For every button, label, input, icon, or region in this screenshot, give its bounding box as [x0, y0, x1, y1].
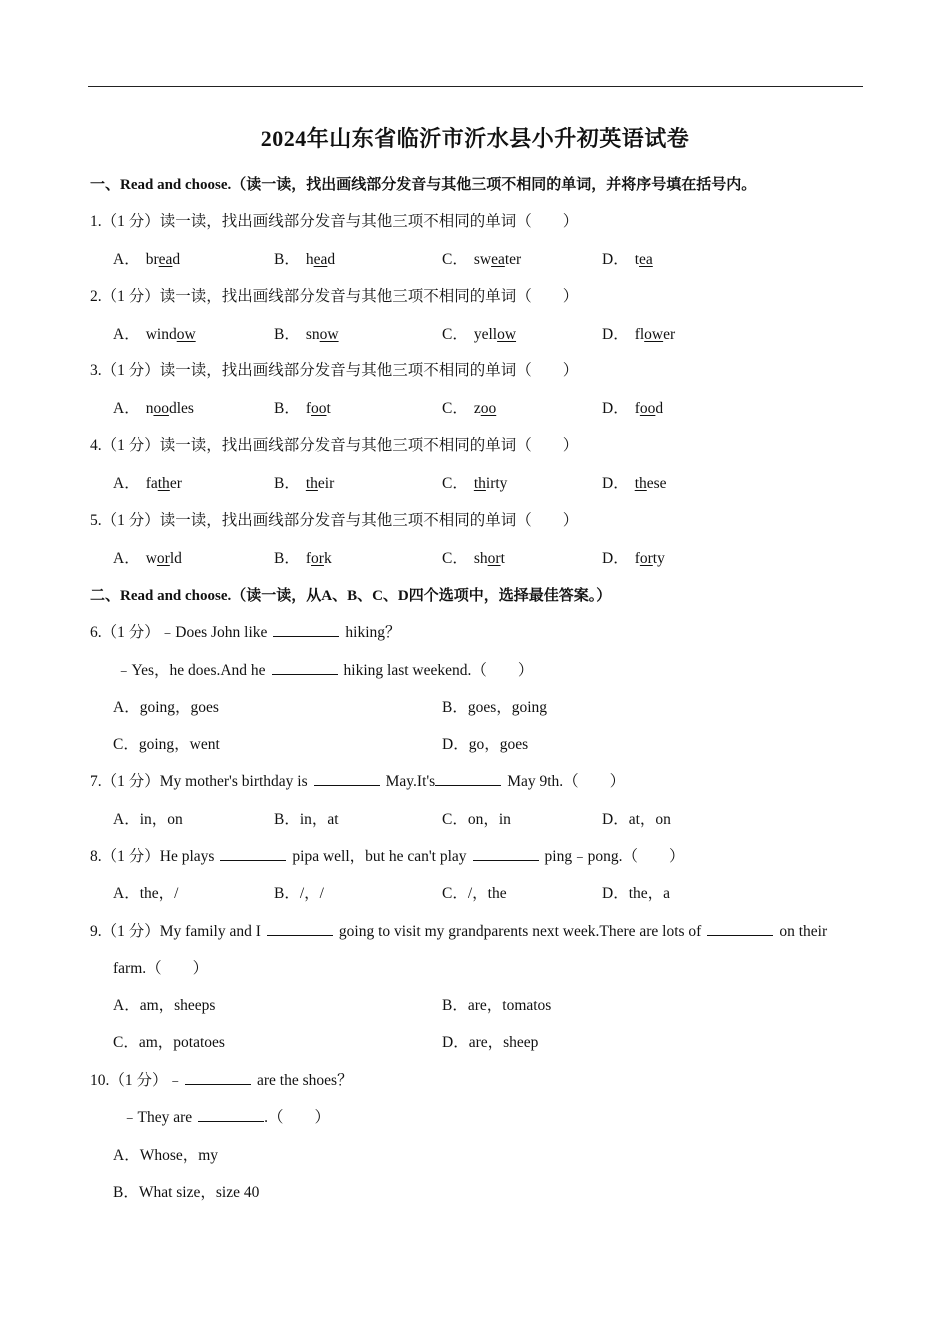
underlined-letters: th: [634, 475, 647, 492]
q6-text-b: hiking？: [345, 624, 401, 641]
q8-option-a: A．the，/: [113, 885, 179, 902]
option-post: er: [169, 475, 182, 492]
underlined-letters: ea: [491, 251, 505, 268]
option-post: ty: [652, 550, 665, 567]
option-post: irty: [485, 475, 508, 492]
option-pre: z: [473, 400, 481, 417]
option-pre: sn: [305, 326, 320, 343]
option-letter: D．: [602, 251, 629, 268]
question-1-stem: 1.（1 分）读一读，找出画线部分发音与其他三项不相同的单词（ ）: [90, 213, 579, 230]
underlined-letters: th: [157, 475, 170, 492]
section-2-heading: 二、Read and choose.（读一读，从A、B、C、D四个选项中，选择最佳答案。）: [90, 588, 612, 604]
option-pre: fa: [145, 475, 158, 492]
question-7: [90, 769, 625, 791]
underlined-letters: oo: [311, 400, 327, 417]
option-letter: C．: [442, 251, 468, 268]
option-pre: yell: [473, 326, 498, 343]
blank: [435, 773, 501, 786]
q1-option-a: [113, 247, 180, 269]
question-3-stem: 3.（1 分）读一读，找出画线部分发音与其他三项不相同的单词（ ）: [90, 362, 579, 379]
underlined-letters: ea: [158, 251, 173, 268]
question-10-line-2: [122, 1105, 330, 1127]
underlined-letters: oo: [480, 400, 497, 417]
question-5-stem: 5.（1 分）读一读，找出画线部分发音与其他三项不相同的单词（ ）: [90, 512, 579, 529]
q8-text-a: 8.（1 分）He plays: [90, 848, 215, 865]
option-post: k: [323, 550, 332, 567]
q1-option-d: [602, 247, 653, 269]
question-9-line-1: [90, 919, 827, 941]
q9-option-d: D．are，sheep: [442, 1034, 539, 1051]
option-post: d: [655, 400, 664, 417]
q7-option-b: B．in，at: [274, 811, 339, 828]
option-letter: B．: [274, 400, 300, 417]
q8-text-b: pipa well，but he can't play: [292, 848, 467, 865]
option-post: ter: [504, 251, 522, 268]
q6-option-d: D．go，goes: [442, 736, 529, 753]
option-letter: C．: [442, 475, 468, 492]
option-pre: h: [305, 251, 314, 268]
blank: [272, 662, 338, 675]
q1-option-b: [274, 247, 335, 269]
q7-option-d: D．at，on: [602, 811, 671, 828]
q4-option-b: [274, 471, 334, 493]
option-letter: D．: [602, 326, 629, 343]
underlined-letters: or: [156, 550, 170, 567]
q10-text-b: are the shoes？: [257, 1072, 353, 1089]
q10-text-d: .（ ）: [264, 1109, 331, 1126]
underlined-letters: ow: [319, 326, 339, 343]
underlined-letters: oo: [639, 400, 656, 417]
option-letter: A．: [113, 475, 140, 492]
q4-option-a: [113, 471, 182, 493]
underlined-letters: th: [473, 475, 486, 492]
option-letter: D．: [602, 475, 629, 492]
question-6-line-1: [90, 620, 401, 642]
option-letter: A．: [113, 400, 140, 417]
option-pre: t: [634, 251, 640, 268]
option-post: ld: [169, 550, 182, 567]
option-post: d: [327, 251, 336, 268]
q7-option-a: A．in，on: [113, 811, 183, 828]
question-10-line-1: [90, 1068, 353, 1090]
q10-text-a: 10.（1 分）﹣: [90, 1072, 184, 1089]
q2-option-a: [113, 322, 196, 344]
q9-text-a: 9.（1 分）My family and I: [90, 923, 261, 940]
q6-option-b: B．goes，going: [442, 699, 548, 716]
question-2-stem: 2.（1 分）读一读，找出画线部分发音与其他三项不相同的单词（ ）: [90, 288, 579, 305]
question-8: [90, 844, 684, 866]
option-letter: B．: [274, 326, 300, 343]
option-post: dles: [168, 400, 194, 417]
q10-text-c: ﹣They are: [122, 1109, 193, 1126]
option-pre: br: [145, 251, 159, 268]
option-post: eir: [317, 475, 335, 492]
q1-option-c: [442, 247, 521, 269]
blank: [198, 1109, 264, 1122]
q8-text-c: ping﹣pong.（ ）: [544, 848, 685, 865]
blank: [473, 848, 539, 861]
option-pre: f: [634, 550, 640, 567]
option-post: t: [326, 400, 331, 417]
option-letter: D．: [602, 400, 629, 417]
q7-option-c: C．on，in: [442, 811, 511, 828]
underlined-letters: or: [311, 550, 324, 567]
q9-option-c: C．am，potatoes: [113, 1034, 225, 1051]
blank: [220, 848, 286, 861]
q5-option-a: [113, 546, 182, 568]
option-letter: A．: [113, 251, 140, 268]
q10-option-b: B．What size，size 40: [113, 1184, 260, 1201]
q6-text-a: 6.（1 分）﹣Does John like: [90, 624, 268, 641]
q2-option-d: [602, 322, 675, 344]
q6-text-d: hiking last weekend.（ ）: [343, 662, 534, 679]
option-pre: f: [305, 400, 312, 417]
q9-text-b: going to visit my grandparents next week.There are lots of: [338, 923, 702, 940]
q5-option-c: [442, 546, 505, 568]
option-post: ese: [646, 475, 667, 492]
underlined-letters: or: [639, 550, 653, 567]
q4-option-d: [602, 471, 667, 493]
q7-text-c: May 9th.（ ）: [507, 773, 626, 790]
underlined-letters: or: [487, 550, 501, 567]
underlined-letters: ow: [176, 326, 196, 343]
q5-option-b: [274, 546, 332, 568]
option-pre: w: [145, 550, 157, 567]
underlined-letters: oo: [153, 400, 169, 417]
q8-option-c: C．/，the: [442, 885, 507, 902]
q3-option-d: [602, 396, 663, 418]
q2-option-c: [442, 322, 516, 344]
q10-option-a: A．Whose，my: [113, 1147, 219, 1164]
option-letter: B．: [274, 550, 300, 567]
section-1-heading: 一、Read and choose.（读一读，找出画线部分发音与其他三项不相同的单词，并将序号填在括号内。: [90, 177, 757, 193]
option-letter: D．: [602, 550, 629, 567]
q3-option-a: [113, 396, 194, 418]
blank: [314, 773, 380, 786]
top-rule: [88, 86, 863, 87]
q8-option-b: B．/，/: [274, 885, 324, 902]
q4-option-c: [442, 471, 507, 493]
blank: [707, 923, 773, 936]
q9-option-a: A．am，sheeps: [113, 997, 216, 1014]
option-letter: A．: [113, 550, 140, 567]
option-letter: A．: [113, 326, 140, 343]
q2-option-b: [274, 322, 339, 344]
option-post: er: [663, 326, 676, 343]
q5-option-d: [602, 546, 665, 568]
option-letter: C．: [442, 326, 468, 343]
option-pre: sw: [473, 251, 492, 268]
option-letter: B．: [274, 251, 300, 268]
page-title: 2024年山东省临沂市沂水县小升初英语试卷: [260, 126, 690, 151]
option-pre: wind: [145, 326, 177, 343]
q6-option-a: A．going，goes: [113, 699, 219, 716]
underlined-letters: ea: [313, 251, 328, 268]
q3-option-c: [442, 396, 496, 418]
option-pre: sh: [473, 550, 488, 567]
q9-option-b: B．are，tomatos: [442, 997, 552, 1014]
underlined-letters: ea: [639, 251, 653, 268]
q7-text-b: May.It's: [385, 773, 436, 790]
option-pre: f: [305, 550, 312, 567]
underlined-letters: ow: [497, 326, 517, 343]
q9-text-c: on their: [779, 923, 828, 940]
question-6-line-2: [116, 658, 533, 680]
q8-option-d: D．the，a: [602, 885, 671, 902]
option-post: t: [500, 550, 505, 567]
underlined-letters: ow: [644, 326, 664, 343]
blank: [267, 923, 333, 936]
question-9-line-2: farm.（ ）: [113, 960, 209, 977]
q6-option-c: C．going，went: [113, 736, 220, 753]
option-letter: C．: [442, 550, 468, 567]
underlined-letters: th: [305, 475, 318, 492]
option-post: d: [172, 251, 181, 268]
option-pre: fl: [634, 326, 645, 343]
option-pre: f: [634, 400, 640, 417]
option-letter: B．: [274, 475, 300, 492]
question-4-stem: 4.（1 分）读一读，找出画线部分发音与其他三项不相同的单词（ ）: [90, 437, 579, 454]
q7-text-a: 7.（1 分）My mother's birthday is: [90, 773, 308, 790]
q6-text-c: ﹣Yes，he does.And he: [116, 662, 266, 679]
q3-option-b: [274, 396, 331, 418]
option-letter: C．: [442, 400, 468, 417]
option-pre: n: [145, 400, 154, 417]
blank: [185, 1072, 251, 1085]
blank: [273, 624, 339, 637]
